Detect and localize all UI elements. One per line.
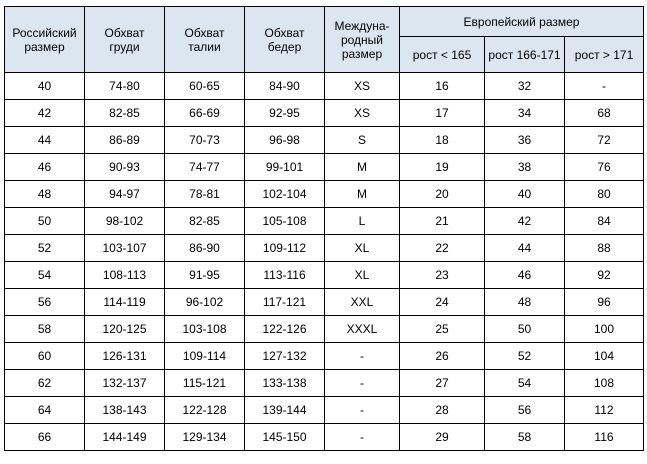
cell-eu-166-171: 38 xyxy=(485,154,565,181)
cell-chest: 74-80 xyxy=(85,73,165,100)
cell-eu-166-171: 46 xyxy=(485,262,565,289)
header-international-size: Междуна- родный размер xyxy=(325,7,400,73)
cell-eu-166-171: 50 xyxy=(485,316,565,343)
cell-eu-gt-171: 108 xyxy=(565,370,644,397)
cell-international-size: L xyxy=(325,208,400,235)
cell-eu-gt-171: 84 xyxy=(565,208,644,235)
cell-russian-size: 66 xyxy=(5,424,85,451)
cell-international-size: - xyxy=(325,343,400,370)
cell-international-size: XS xyxy=(325,73,400,100)
table-row xyxy=(5,73,644,100)
cell-hips: 122-126 xyxy=(245,316,325,343)
cell-eu-gt-171: 72 xyxy=(565,127,644,154)
cell-eu-lt-165: 25 xyxy=(400,316,485,343)
table-row xyxy=(5,208,644,235)
cell-eu-166-171: 54 xyxy=(485,370,565,397)
table-row xyxy=(5,235,644,262)
table-header xyxy=(5,7,644,73)
cell-waist: 78-81 xyxy=(165,181,245,208)
cell-eu-gt-171: 104 xyxy=(565,343,644,370)
cell-international-size: - xyxy=(325,424,400,451)
cell-hips: 145-150 xyxy=(245,424,325,451)
cell-hips: 96-98 xyxy=(245,127,325,154)
cell-international-size: M xyxy=(325,154,400,181)
cell-hips: 127-132 xyxy=(245,343,325,370)
cell-russian-size: 50 xyxy=(5,208,85,235)
cell-hips: 139-144 xyxy=(245,397,325,424)
cell-russian-size: 58 xyxy=(5,316,85,343)
cell-chest: 108-113 xyxy=(85,262,165,289)
cell-eu-lt-165: 18 xyxy=(400,127,485,154)
cell-eu-gt-171: 116 xyxy=(565,424,644,451)
cell-eu-166-171: 52 xyxy=(485,343,565,370)
cell-eu-lt-165: 22 xyxy=(400,235,485,262)
cell-russian-size: 44 xyxy=(5,127,85,154)
cell-eu-lt-165: 21 xyxy=(400,208,485,235)
cell-hips: 113-116 xyxy=(245,262,325,289)
cell-waist: 60-65 xyxy=(165,73,245,100)
cell-eu-lt-165: 24 xyxy=(400,289,485,316)
cell-eu-lt-165: 19 xyxy=(400,154,485,181)
cell-eu-166-171: 56 xyxy=(485,397,565,424)
cell-eu-lt-165: 26 xyxy=(400,343,485,370)
cell-waist: 70-73 xyxy=(165,127,245,154)
cell-hips: 105-108 xyxy=(245,208,325,235)
cell-eu-gt-171: 96 xyxy=(565,289,644,316)
cell-russian-size: 46 xyxy=(5,154,85,181)
cell-hips: 133-138 xyxy=(245,370,325,397)
table-row xyxy=(5,181,644,208)
cell-chest: 132-137 xyxy=(85,370,165,397)
cell-eu-lt-165: 29 xyxy=(400,424,485,451)
header-waist: Обхват талии xyxy=(165,7,245,73)
cell-eu-166-171: 36 xyxy=(485,127,565,154)
cell-waist: 74-77 xyxy=(165,154,245,181)
cell-international-size: XXL xyxy=(325,289,400,316)
header-european-size: Европейский размер xyxy=(400,7,644,37)
cell-chest: 144-149 xyxy=(85,424,165,451)
cell-waist: 82-85 xyxy=(165,208,245,235)
cell-chest: 90-93 xyxy=(85,154,165,181)
cell-russian-size: 56 xyxy=(5,289,85,316)
cell-eu-gt-171: 100 xyxy=(565,316,644,343)
cell-international-size: - xyxy=(325,370,400,397)
cell-hips: 92-95 xyxy=(245,100,325,127)
cell-waist: 66-69 xyxy=(165,100,245,127)
cell-chest: 82-85 xyxy=(85,100,165,127)
table-row xyxy=(5,154,644,181)
table-row xyxy=(5,370,644,397)
header-height-lt-165: рост < 165 xyxy=(400,37,485,73)
table-row xyxy=(5,424,644,451)
cell-russian-size: 54 xyxy=(5,262,85,289)
cell-russian-size: 52 xyxy=(5,235,85,262)
header-height-166-171: рост 166-171 xyxy=(485,37,565,73)
cell-waist: 122-128 xyxy=(165,397,245,424)
cell-hips: 99-101 xyxy=(245,154,325,181)
header-hips: Обхват бедер xyxy=(245,7,325,73)
cell-chest: 138-143 xyxy=(85,397,165,424)
cell-eu-166-171: 58 xyxy=(485,424,565,451)
cell-chest: 103-107 xyxy=(85,235,165,262)
cell-chest: 94-97 xyxy=(85,181,165,208)
cell-waist: 86-90 xyxy=(165,235,245,262)
table-row xyxy=(5,262,644,289)
cell-eu-gt-171: 68 xyxy=(565,100,644,127)
cell-chest: 86-89 xyxy=(85,127,165,154)
cell-chest: 126-131 xyxy=(85,343,165,370)
cell-russian-size: 64 xyxy=(5,397,85,424)
cell-waist: 115-121 xyxy=(165,370,245,397)
cell-eu-lt-165: 20 xyxy=(400,181,485,208)
table-row xyxy=(5,127,644,154)
cell-russian-size: 42 xyxy=(5,100,85,127)
cell-waist: 103-108 xyxy=(165,316,245,343)
cell-eu-gt-171: 80 xyxy=(565,181,644,208)
header-height-gt-171: рост > 171 xyxy=(565,37,644,73)
cell-eu-lt-165: 27 xyxy=(400,370,485,397)
cell-international-size: XL xyxy=(325,235,400,262)
cell-eu-lt-165: 16 xyxy=(400,73,485,100)
cell-eu-gt-171: 92 xyxy=(565,262,644,289)
cell-eu-166-171: 40 xyxy=(485,181,565,208)
cell-hips: 84-90 xyxy=(245,73,325,100)
cell-russian-size: 62 xyxy=(5,370,85,397)
table-row xyxy=(5,343,644,370)
cell-international-size: - xyxy=(325,397,400,424)
table-row xyxy=(5,316,644,343)
cell-eu-166-171: 34 xyxy=(485,100,565,127)
cell-eu-lt-165: 23 xyxy=(400,262,485,289)
cell-hips: 102-104 xyxy=(245,181,325,208)
cell-chest: 98-102 xyxy=(85,208,165,235)
header-chest: Обхват груди xyxy=(85,7,165,73)
table-row xyxy=(5,100,644,127)
cell-waist: 91-95 xyxy=(165,262,245,289)
cell-hips: 109-112 xyxy=(245,235,325,262)
cell-international-size: XL xyxy=(325,262,400,289)
cell-eu-lt-165: 17 xyxy=(400,100,485,127)
cell-chest: 114-119 xyxy=(85,289,165,316)
cell-eu-166-171: 48 xyxy=(485,289,565,316)
cell-eu-166-171: 44 xyxy=(485,235,565,262)
cell-eu-166-171: 32 xyxy=(485,73,565,100)
cell-russian-size: 48 xyxy=(5,181,85,208)
table-body xyxy=(5,73,644,451)
cell-waist: 96-102 xyxy=(165,289,245,316)
header-russian-size: Российский размер xyxy=(5,7,85,73)
cell-eu-lt-165: 28 xyxy=(400,397,485,424)
size-chart-table xyxy=(4,6,644,451)
cell-eu-gt-171: - xyxy=(565,73,644,100)
cell-hips: 117-121 xyxy=(245,289,325,316)
table-row xyxy=(5,289,644,316)
cell-eu-166-171: 42 xyxy=(485,208,565,235)
cell-eu-gt-171: 76 xyxy=(565,154,644,181)
cell-international-size: S xyxy=(325,127,400,154)
cell-russian-size: 40 xyxy=(5,73,85,100)
cell-international-size: XS xyxy=(325,100,400,127)
cell-waist: 129-134 xyxy=(165,424,245,451)
cell-eu-gt-171: 112 xyxy=(565,397,644,424)
cell-international-size: M xyxy=(325,181,400,208)
cell-russian-size: 60 xyxy=(5,343,85,370)
table-row xyxy=(5,397,644,424)
cell-chest: 120-125 xyxy=(85,316,165,343)
cell-eu-gt-171: 88 xyxy=(565,235,644,262)
cell-international-size: XXXL xyxy=(325,316,400,343)
cell-waist: 109-114 xyxy=(165,343,245,370)
